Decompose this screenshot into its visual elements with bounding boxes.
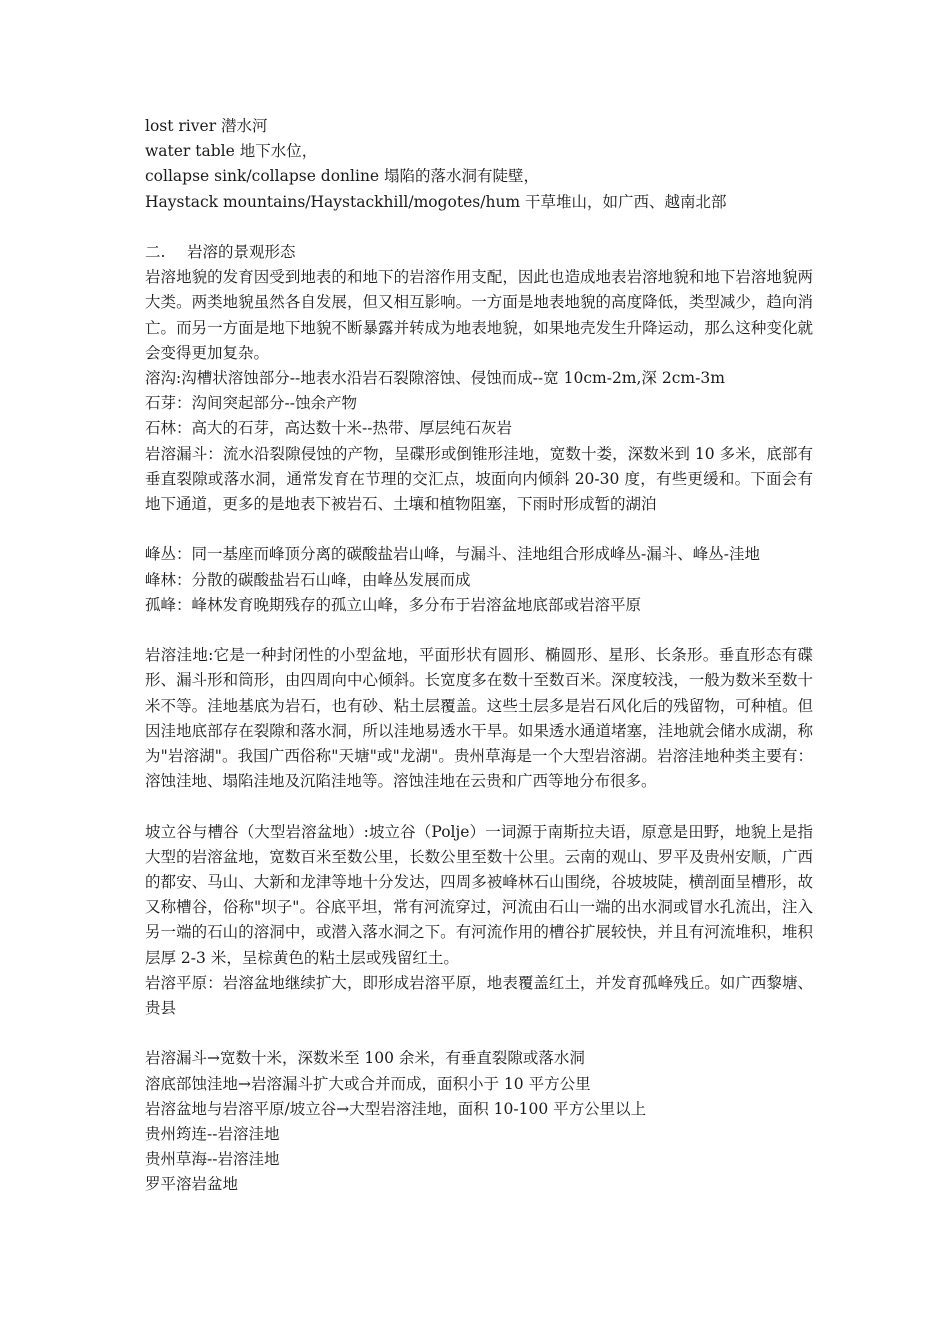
definition-paragraph: 岩溶漏斗：流水沿裂隙侵蚀的产物，呈碟形或倒锥形洼地，宽数十娄，深数米到 10 多米，底部有垂直裂隙或落水洞，通常发育在节理的交汇点，坡面向内倾斜 20-30 度，有些更缓和。下面会有地下通道，更多的是地表下被岩石、土壤和植物阻塞，下雨时形成暂的湖泊 [145,444,813,514]
blank-line [145,794,813,819]
definition-line: 石芽：沟间突起部分--蚀余产物 [145,394,357,413]
definition-line: 石林：高大的石芽，高达数十米--热带、厚层纯石灰岩 [145,419,512,438]
summary-line: 罗平溶岩盆地 [145,1175,239,1194]
summary-line: 岩溶盆地与岩溶平原/坡立谷→大型岩溶洼地，面积 10-100 平方公里以上 [145,1099,647,1118]
polje-paragraph: 坡立谷与槽谷（大型岩溶盆地）:坡立谷（Polje）一词源于南斯拉夫语，原意是田野，地貌上是指大型的岩溶盆地，宽数百米至数公里，长数公里至数十公里。云南的观山、罗平及贵州安顺，广西的都安、马山、大新和龙津等地十分发达，四周多被峰林石山围绕，谷坡坡陡，横剖面呈槽形，故又称槽谷，俗称"坝子"。谷底平坦，常有河流穿过，河流由石山一端的出水洞或冒水孔流出，注入另一端的石山的溶洞中，或潜入落水洞之下。有河流作用的槽谷扩展较快，并且有河流堆积，堆积层厚 2-3 米，呈棕黄色的粘土层或残留红土。 [145,822,813,967]
summary-line: 溶底部蚀洼地→岩溶漏斗扩大或合并而成，面积小于 10 平方公里 [145,1074,591,1093]
blank-line [145,1021,813,1046]
definition-line: 孤峰：峰林发育晚期残存的孤立山峰，多分布于岩溶盆地底部或岩溶平原 [145,595,642,614]
blank-line [145,618,813,643]
intro-paragraph: 岩溶地貌的发育因受到地表的和地下的岩溶作用支配，因此也造成地表岩溶地貌和地下岩溶地貌两大类。两类地貌虽然各自发展，但又相互影响。一方面是地表地貌的高度降低，类型减少，趋向消亡。而另一方面是地下地貌不断暴露并转成为地表地貌，如果地壳发生升降运动，那么这种变化就会变得更加复杂。 [145,268,813,362]
term-line: Haystack mountains/Haystackhill/mogotes/hum 干草堆山，如广西、越南北部 [145,192,727,211]
section-title: 岩溶的景观形态 [187,243,296,261]
summary-line: 贵州草海--岩溶洼地 [145,1150,280,1169]
depression-paragraph: 岩溶洼地:它是一种封闭性的小型盆地，平面形状有圆形、椭圆形、星形、长条形。垂直形态有碟形、漏斗形和筒形，由四周向中心倾斜。长宽度多在数十至数百米。深度较浅，一般为数米至数十米不等。洼地基底为岩石，也有砂、粘土层覆盖。这些土层多是岩石风化后的残留物，可种植。但因洼地底部存在裂隙和落水洞，所以洼地易透水干旱。如果透水通道堵塞，洼地就会储水成湖，称为"岩溶湖"。我国广西俗称"天塘"或"龙湖"。贵州草海是一个大型岩溶湖。岩溶洼地种类主要有：溶蚀洼地、塌陷洼地及沉陷洼地等。溶蚀洼地在云贵和广西等地分布很多。 [145,646,813,791]
section-heading [145,240,813,265]
document-page [145,114,813,1198]
plain-paragraph: 岩溶平原：岩溶盆地继续扩大，即形成岩溶平原，地表覆盖红土，并发育孤峰残丘。如广西黎塘、贵县 [145,973,813,1018]
blank-line [145,517,813,542]
section-number: 二. [145,243,166,261]
term-line: water table 地下水位， [145,142,318,161]
summary-line: 贵州筠连--岩溶洼地 [145,1125,280,1144]
term-line: collapse sink/collapse donline 塌陷的落水洞有陡壁， [145,167,540,186]
blank-line [145,215,813,240]
definition-line: 峰林：分散的碳酸盐岩石山峰，由峰丛发展而成 [145,570,471,589]
definition-line: 溶沟:沟槽状溶蚀部分--地表水沿岩石裂隙溶蚀、侵蚀而成--宽 10cm-2m,深 2cm-3m [145,369,725,388]
summary-line: 岩溶漏斗→宽数十米，深数米至 100 余米，有垂直裂隙或落水洞 [145,1049,585,1068]
term-line: lost river 潜水河 [145,117,268,135]
definition-line: 峰丛：同一基座而峰顶分离的碳酸盐岩山峰，与漏斗、洼地组合形成峰丛-漏斗、峰丛-洼地 [145,545,760,564]
